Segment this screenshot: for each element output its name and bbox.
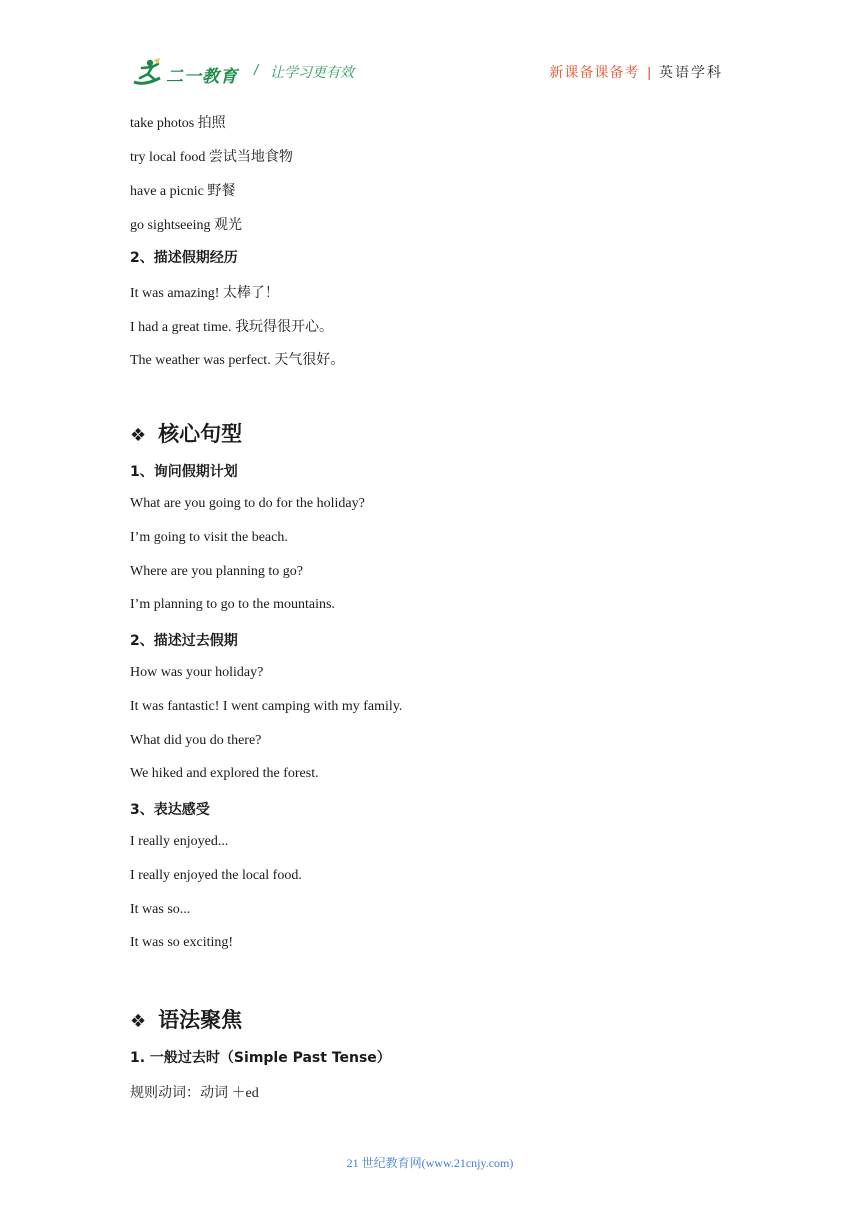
diamond-bullet-icon: ❖	[130, 425, 147, 446]
sentence-line: What did you do there?	[130, 733, 262, 748]
header-right	[549, 62, 723, 82]
sentence-line: I really enjoyed the local food.	[130, 868, 302, 883]
sentence-line: I really enjoyed...	[130, 834, 229, 849]
brand-logo	[130, 56, 240, 90]
sentence-line: I’m going to visit the beach.	[130, 530, 288, 545]
activity-item: take photos 拍照	[130, 116, 226, 131]
sentence-line: It was fantastic! I went camping with my family.	[130, 699, 403, 714]
sentence-line: We hiked and explored the forest.	[130, 766, 319, 781]
activity-item: try local food 尝试当地食物	[130, 150, 293, 165]
runner-logo-icon	[130, 56, 164, 90]
header-title: 新课备课备考	[549, 64, 640, 80]
subheading-past-tense: 1. 一般过去时（Simple Past Tense）	[130, 1050, 391, 1066]
sentence-line: I’m planning to go to the mountains.	[130, 597, 335, 612]
subheading-describe: 2、描述假期经历	[130, 250, 238, 266]
logo-text: 二一教育	[166, 67, 238, 86]
sentence-line: How was your holiday?	[130, 665, 264, 680]
section-heading-grammar	[130, 1004, 242, 1034]
section-title: 核心句型	[158, 422, 243, 446]
activity-item: go sightseeing 观光	[130, 218, 242, 233]
section-title: 语法聚焦	[158, 1008, 243, 1032]
diamond-bullet-icon: ❖	[130, 1011, 147, 1032]
slogan-divider: /	[254, 62, 259, 79]
subheading: 3、表达感受	[130, 802, 210, 818]
grammar-rule-line: 规则动词：动词 ＋ed	[130, 1086, 259, 1101]
sentence-line: It was so exciting!	[130, 935, 234, 950]
page-header	[0, 0, 860, 100]
subheading: 1、询问假期计划	[130, 464, 238, 480]
header-separator: |	[647, 64, 651, 80]
slogan: 让学习更有效	[270, 64, 354, 80]
describe-line: It was amazing! 太棒了！	[130, 286, 279, 301]
activity-item: have a picnic 野餐	[130, 184, 236, 199]
sentence-line: What are you going to do for the holiday?	[130, 496, 365, 511]
header-subject: 英语学科	[659, 64, 723, 80]
sentence-line: Where are you planning to go?	[130, 564, 303, 579]
sentence-line: It was so...	[130, 902, 191, 917]
describe-line: The weather was perfect. 天气很好。	[130, 353, 345, 368]
subheading: 2、描述过去假期	[130, 633, 238, 649]
section-heading-core-sentences	[130, 418, 242, 448]
footer-link[interactable]: 21 世纪教育网(www.21cnjy.com)	[346, 1156, 514, 1170]
describe-line: I had a great time. 我玩得很开心。	[130, 320, 333, 335]
